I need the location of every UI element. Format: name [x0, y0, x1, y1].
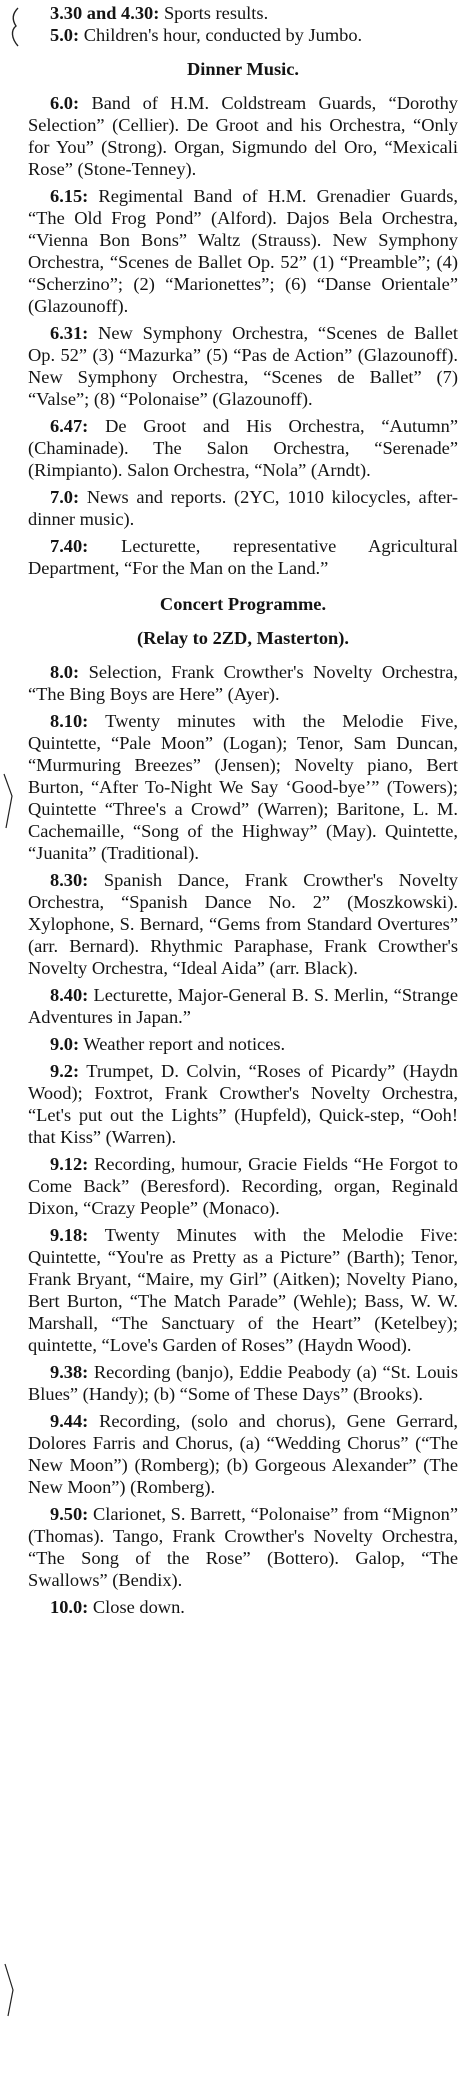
programme-entry-time: 9.50:: [50, 1504, 89, 1524]
section-subheading: (Relay to 2ZD, Masterton).: [137, 628, 349, 648]
section-heading: Dinner Music.: [186, 59, 300, 79]
programme-entry-text: Trumpet, D. Colvin, “Roses of Picardy” (Haydn Wood); Foxtrot, Frank Crowther's Novelty Orchestra, “Let's put out the Lights” (Hupfeld), Quick-step, “Ooh! that Kiss” (Warren).: [28, 1061, 458, 1147]
programme-entry-text: Selection, Frank Crowther's Novelty Orchestra, “The Bing Boys are Here” (Ayer).: [28, 662, 458, 704]
programme-entry-time: 9.0:: [50, 1034, 80, 1054]
programme-entry-text: New Symphony Orchestra, “Scenes de Ballet Op. 52” (3) “Mazurka” (5) “Pas de Action” (Glazounoff). New Symphony Orchestra, “Scenes de Ballet” (7) “Valse”; (8) “Polonaise” (Glazounoff).: [28, 323, 458, 409]
programme-entry-time: 9.12:: [50, 1154, 89, 1174]
programme-entry-text: Recording (banjo), Eddie Peabody (a) “St. Louis Blues” (Handy); (b) “Some of These Days” (Brooks).: [28, 1362, 458, 1404]
programme-column: [28, 2, 458, 1618]
programme-entry-time: 9.44:: [50, 1411, 89, 1431]
programme-entry-text: Twenty minutes with the Melodie Five, Quintette, “Pale Moon” (Logan); Tenor, Sam Duncan, “Murmuring Breezes” (Jensen); Novelty piano, Bert Burton, “After To-Night We Say ‘Good-bye’” (Towers); Quintette “Three's a Crowd” (Warren); Baritone, L. M. Cachemaille, “Song of the Highway” (May). Quintette, “Juanita” (Traditional).: [28, 711, 458, 863]
programme-entry: [28, 535, 458, 579]
programme-entry-text: Recording, humour, Gracie Fields “He Forgot to Come Back” (Beresford). Recording, organ, Reginald Dixon, “Crazy People” (Monaco).: [28, 1154, 458, 1218]
programme-entry: [28, 415, 458, 481]
programme-entry: [28, 869, 458, 979]
programme-entry: [28, 1153, 458, 1219]
programme-entry: [28, 1361, 458, 1405]
programme-entry-time: 7.40:: [50, 536, 89, 556]
programme-entry: [28, 710, 458, 864]
programme-entry-text: Sports results.: [159, 3, 269, 23]
section-heading: Concert Programme.: [159, 594, 327, 614]
programme-entry-text: Lecturette, representative Agricultural Department, “For the Man on the Land.”: [28, 536, 458, 578]
programme-entry-time: 9.2:: [50, 1061, 80, 1081]
programme-entry: [28, 486, 458, 530]
programme-entry-time: 6.0:: [50, 93, 80, 113]
programme-entry-time: 6.31:: [50, 323, 89, 343]
programme-entry: [28, 2, 458, 24]
programme-entry-text: Weather report and notices.: [79, 1034, 286, 1054]
programme-entry-time: 9.18:: [50, 1225, 89, 1245]
programme-entry-text: Spanish Dance, Frank Crowther's Novelty Orchestra, “Spanish Dance No. 2” (Moszkowski). Xylophone, S. Bernard, “Gems from Standard Overtures” (arr. Bernard). Rhythmic Paraphase, Frank Crowther's Novelty Orchestra, “Ideal Aida” (arr. Black).: [28, 870, 458, 978]
programme-entry-time: 9.38:: [50, 1362, 89, 1382]
handwritten-bracket-mark: [8, 6, 22, 48]
programme-entry-text: Band of H.M. Coldstream Guards, “Dorothy Selection” (Cellier). De Groot and his Orchestra, “Only for You” (Strong). Organ, Sigmundo del Oro, “Mexicali Rose” (Stone-Tenney).: [28, 93, 458, 179]
programme-entry: [28, 1503, 458, 1591]
programme-entry-time: 7.0:: [50, 487, 80, 507]
programme-entry-text: Regimental Band of H.M. Grenadier Guards, “The Old Frog Pond” (Alford). Dajos Bela Orchestra, “Vienna Bon Bons” Waltz (Strauss). New Symphony Orchestra, “Scenes de Ballet Op. 52” (1) “Preamble”; (4) “Scherzino”; (2) “Marionettes”; (6) “Danse Orientale” (Glazounoff).: [28, 186, 458, 316]
handwritten-margin-tick-mark: [2, 770, 20, 830]
programme-entry-time: 3.30 and 4.30:: [50, 3, 160, 23]
programme-entry-text: Children's hour, conducted by Jumbo.: [79, 25, 363, 45]
programme-entry: [28, 185, 458, 317]
programme-entry: [28, 1596, 458, 1618]
programme-entry-text: De Groot and His Orchestra, “Autumn” (Chaminade). The Salon Orchestra, “Serenade” (Rimpianto). Salon Orchestra, “Nola” (Arndt).: [28, 416, 458, 480]
programme-entry: [28, 661, 458, 705]
programme-entry-time: 8.40:: [50, 985, 89, 1005]
programme-entry-time: 6.15:: [50, 186, 89, 206]
programme-entry-text: Recording, (solo and chorus), Gene Gerrard, Dolores Farris and Chorus, (a) “Wedding Chorus” (“The New Moon”) (Romberg); (b) Gorgeous Alexander” (The New Moon”) (Romberg).: [28, 1411, 458, 1497]
programme-entry: [28, 1060, 458, 1148]
programme-entry: [28, 1224, 458, 1356]
programme-entry: [28, 24, 458, 46]
programme-entry-time: 8.0:: [50, 662, 80, 682]
programme-entry: [28, 322, 458, 410]
programme-entry-text: News and reports. (2YC, 1010 kilocycles, after-dinner music).: [28, 487, 458, 529]
programme-entry-text: Lecturette, Major-General B. S. Merlin, “Strange Adventures in Japan.”: [28, 985, 458, 1027]
programme-entry-text: Close down.: [88, 1597, 185, 1617]
programme-entry: [28, 984, 458, 1028]
programme-entry-time: 10.0:: [50, 1597, 89, 1617]
programme-entry: [28, 1410, 458, 1498]
programme-entry-time: 6.47:: [50, 416, 89, 436]
programme-entry-text: Twenty Minutes with the Melodie Five: Quintette, “You're as Pretty as a Picture” (Barth); Tenor, Frank Bryant, “Maire, my Girl” (Aitken); Novelty Piano, Bert Burton, “The Match Parade” (Wehle); Bass, W. W. Marshall, “The Sanctuary of the Heart” (Ketelbey); quintette, “Love's Garden of Roses” (Haydn Wood).: [28, 1225, 458, 1355]
programme-entry: [28, 1033, 458, 1055]
handwritten-margin-tick-mark-lower: [2, 1960, 20, 2020]
programme-entry-time: 8.10:: [50, 711, 89, 731]
programme-entry: [28, 92, 458, 180]
programme-entry-time: 8.30:: [50, 870, 89, 890]
programme-entry-text: Clarionet, S. Barrett, “Polonaise” from “Mignon” (Thomas). Tango, Frank Crowther's Novelty Orchestra, “The Song of the Rose” (Bottero). Galop, “The Swallows” (Bendix).: [28, 1504, 458, 1590]
programme-entry-time: 5.0:: [50, 25, 80, 45]
